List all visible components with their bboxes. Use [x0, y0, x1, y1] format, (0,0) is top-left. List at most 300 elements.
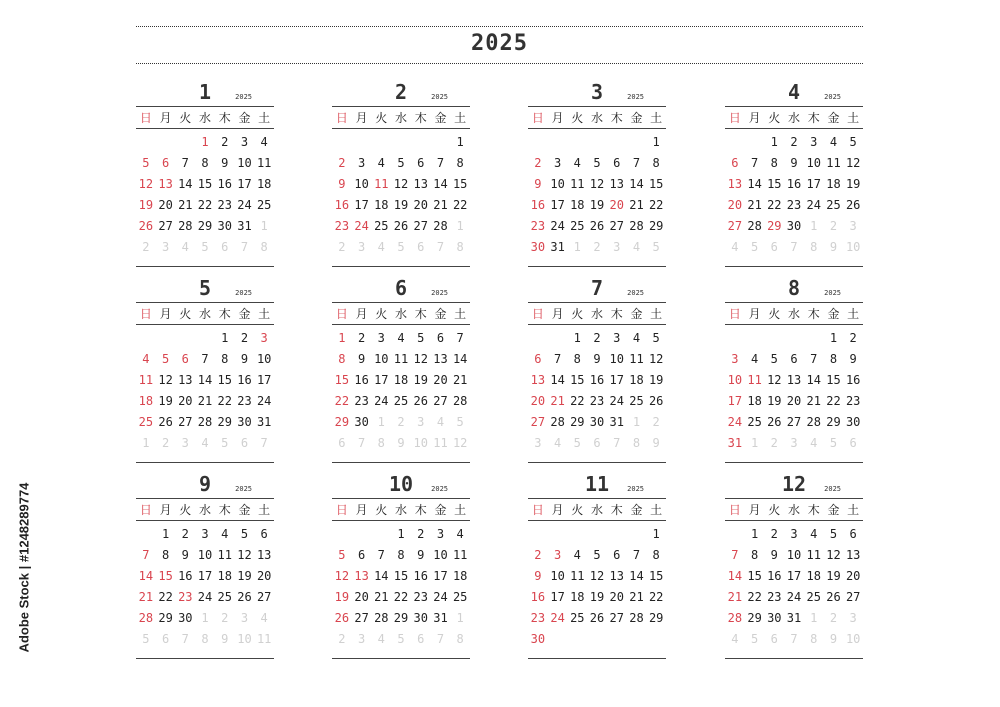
week-row [136, 391, 274, 412]
day-cell: 16 [589, 373, 605, 387]
day-cell: 7 [790, 632, 798, 646]
day-cell [156, 132, 176, 153]
day-cell: 5 [829, 436, 838, 450]
day-cell: 17 [237, 177, 252, 191]
day-cell: 17 [550, 198, 565, 212]
week-row [136, 132, 274, 153]
week-row [725, 608, 863, 629]
day-cell: 26 [334, 611, 350, 625]
week-row [725, 545, 863, 566]
weekday-label: 日 [531, 503, 544, 517]
day-cell: 9 [770, 548, 778, 562]
week-row [136, 349, 274, 370]
day-cell: 24 [609, 394, 624, 408]
day-cell: 3 [553, 156, 562, 170]
week-row [725, 216, 863, 237]
day-cell: 28 [727, 611, 743, 625]
day-cell: 9 [829, 632, 838, 646]
day-cell: 3 [377, 331, 385, 345]
weekday-label: 土 [258, 503, 271, 517]
day-cell: 2 [829, 611, 838, 625]
day-cell: 15 [747, 569, 762, 583]
day-cell: 5 [750, 632, 759, 646]
month-footer-rule [332, 462, 470, 463]
weekday-label: 火 [571, 111, 584, 125]
day-cell: 16 [767, 569, 782, 583]
day-grid [332, 328, 470, 454]
day-cell: 24 [354, 219, 369, 233]
week-row [136, 216, 274, 237]
day-cell: 1 [456, 611, 464, 625]
week-row [528, 153, 666, 174]
day-cell: 17 [550, 590, 565, 604]
weekday-label: 水 [591, 503, 604, 517]
day-cell: 11 [256, 156, 272, 170]
month-number: 9 [198, 472, 212, 496]
weekday-label: 水 [788, 111, 801, 125]
weekday-label: 水 [788, 307, 801, 321]
day-cell: 3 [613, 331, 621, 345]
month-footer-rule [136, 266, 274, 267]
day-cell: 26 [237, 590, 252, 604]
day-cell: 29 [334, 415, 350, 429]
day-cell: 6 [417, 156, 425, 170]
day-cell: 26 [589, 219, 605, 233]
day-cell: 5 [750, 240, 759, 254]
day-cell: 10 [433, 548, 448, 562]
month-year-label: 2025 [824, 289, 841, 297]
day-cell: 18 [806, 569, 821, 583]
weekday-label: 土 [258, 307, 271, 321]
day-cell: 3 [810, 135, 818, 149]
week-row [332, 237, 470, 258]
day-cell: 15 [648, 569, 664, 583]
day-cell: 1 [573, 331, 581, 345]
day-cell: 30 [589, 415, 605, 429]
weekday-label: 月 [551, 503, 564, 517]
day-cell: 20 [727, 198, 743, 212]
weekday-label: 金 [238, 111, 251, 125]
month-year-label: 2025 [627, 485, 644, 493]
day-cell: 7 [731, 548, 739, 562]
day-cell: 30 [217, 219, 232, 233]
weekday-label: 水 [591, 307, 604, 321]
day-cell: 15 [158, 569, 173, 583]
week-row [725, 328, 863, 349]
day-cell: 27 [433, 394, 448, 408]
month-header [528, 472, 666, 499]
weekday-label: 木 [414, 503, 427, 517]
day-cell: 13 [158, 177, 173, 191]
day-cell: 28 [452, 394, 468, 408]
day-cell: 22 [197, 198, 213, 212]
day-cell: 10 [197, 548, 213, 562]
week-row [332, 132, 470, 153]
day-cell: 5 [338, 548, 346, 562]
day-cell: 14 [629, 177, 644, 191]
month-footer-rule [528, 462, 666, 463]
day-cell: 13 [354, 569, 369, 583]
day-cell: 7 [357, 436, 366, 450]
day-cell: 6 [436, 331, 445, 345]
week-row [136, 412, 274, 433]
week-row [725, 566, 863, 587]
day-cell: 7 [613, 436, 621, 450]
day-cell: 27 [845, 590, 861, 604]
day-cell: 3 [849, 219, 857, 233]
day-cell: 18 [452, 569, 468, 583]
day-cell: 23 [354, 394, 369, 408]
day-cell: 4 [181, 240, 189, 254]
day-cell: 18 [629, 373, 644, 387]
day-cell: 23 [178, 590, 193, 604]
day-cell: 4 [456, 527, 464, 541]
day-cell: 11 [570, 177, 585, 191]
day-cell: 10 [550, 177, 565, 191]
day-cell: 29 [747, 611, 762, 625]
day-grid [136, 132, 274, 258]
week-row [725, 174, 863, 195]
day-cell [548, 328, 568, 349]
day-cell: 3 [240, 611, 249, 625]
day-cell: 31 [609, 415, 624, 429]
day-cell: 30 [530, 240, 546, 254]
day-cell [548, 524, 568, 545]
day-cell: 6 [260, 527, 268, 541]
day-cell: 23 [786, 198, 802, 212]
day-cell: 8 [397, 548, 405, 562]
month-header [136, 276, 274, 303]
day-cell: 19 [767, 394, 782, 408]
day-cell: 6 [240, 436, 249, 450]
day-grid [725, 524, 863, 650]
day-cell: 11 [452, 548, 468, 562]
day-cell: 1 [829, 331, 838, 345]
week-row [725, 412, 863, 433]
day-cell: 30 [767, 611, 782, 625]
day-cell: 20 [158, 198, 173, 212]
month-number: 2 [394, 80, 408, 104]
day-cell: 5 [142, 632, 150, 646]
day-cell: 19 [393, 198, 409, 212]
day-cell [352, 132, 372, 153]
day-cell: 11 [433, 436, 448, 450]
day-cell [567, 132, 587, 153]
day-cell: 5 [240, 527, 249, 541]
day-cell: 7 [142, 548, 150, 562]
day-cell [607, 524, 627, 545]
weekday-label: 火 [375, 307, 388, 321]
day-cell [745, 132, 765, 153]
weekday-label: 土 [258, 111, 271, 125]
month-year-label: 2025 [627, 93, 644, 101]
day-cell [567, 629, 587, 650]
day-cell: 18 [747, 394, 762, 408]
weekday-label: 土 [650, 111, 663, 125]
day-grid [725, 328, 863, 454]
week-row [725, 349, 863, 370]
day-cell: 10 [374, 352, 389, 366]
week-row [332, 608, 470, 629]
day-cell: 2 [770, 527, 778, 541]
day-cell [725, 524, 745, 545]
day-cell: 28 [197, 415, 213, 429]
week-row [332, 174, 470, 195]
day-cell [607, 132, 627, 153]
day-cell: 29 [217, 415, 232, 429]
weekday-label: 水 [199, 503, 212, 517]
day-cell: 4 [810, 436, 818, 450]
week-row [136, 629, 274, 650]
day-cell: 23 [589, 394, 605, 408]
day-cell: 3 [357, 632, 366, 646]
day-cell: 12 [334, 569, 350, 583]
week-row [725, 370, 863, 391]
weekday-label: 火 [375, 503, 388, 517]
week-row [725, 153, 863, 174]
day-cell: 23 [334, 219, 350, 233]
month-year-label: 2025 [235, 485, 252, 493]
weekday-header [528, 304, 666, 325]
day-cell: 23 [530, 611, 546, 625]
day-cell: 20 [178, 394, 193, 408]
day-cell: 7 [456, 331, 464, 345]
day-cell: 28 [747, 219, 762, 233]
week-row [332, 412, 470, 433]
day-cell: 2 [221, 611, 229, 625]
day-cell: 26 [648, 394, 664, 408]
day-cell: 17 [727, 394, 743, 408]
day-cell: 12 [138, 177, 154, 191]
day-cell: 24 [806, 198, 821, 212]
week-row [528, 412, 666, 433]
day-cell: 23 [237, 394, 252, 408]
day-cell: 27 [413, 219, 428, 233]
day-cell: 1 [573, 240, 581, 254]
weekday-label: 土 [454, 111, 467, 125]
day-cell: 8 [810, 632, 818, 646]
day-cell: 4 [221, 527, 229, 541]
weekday-label: 金 [434, 503, 447, 517]
day-cell: 9 [357, 352, 366, 366]
day-cell: 14 [806, 373, 821, 387]
day-cell: 4 [142, 352, 150, 366]
day-cell: 7 [436, 156, 445, 170]
day-cell [725, 132, 745, 153]
day-cell: 6 [849, 436, 857, 450]
weekday-label: 金 [827, 503, 840, 517]
day-grid [528, 132, 666, 258]
week-row [725, 237, 863, 258]
weekday-label: 金 [827, 307, 840, 321]
day-cell: 20 [609, 198, 624, 212]
month-footer-rule [332, 266, 470, 267]
day-cell: 14 [452, 352, 468, 366]
day-cell: 27 [256, 590, 272, 604]
day-cell: 9 [397, 436, 405, 450]
day-cell: 22 [158, 590, 173, 604]
weekday-label: 木 [807, 503, 820, 517]
day-cell: 13 [609, 177, 624, 191]
day-cell: 18 [393, 373, 409, 387]
month-header [528, 80, 666, 107]
week-row [136, 524, 274, 545]
day-cell: 31 [786, 611, 802, 625]
day-cell: 20 [354, 590, 369, 604]
week-row [136, 195, 274, 216]
day-cell: 4 [731, 632, 739, 646]
weekday-label: 金 [238, 503, 251, 517]
day-cell: 8 [338, 352, 346, 366]
day-cell: 7 [201, 352, 209, 366]
day-cell: 6 [221, 240, 229, 254]
month-11 [528, 472, 666, 662]
day-cell: 3 [790, 527, 798, 541]
day-cell: 5 [573, 436, 581, 450]
day-cell: 5 [161, 352, 170, 366]
day-cell: 25 [452, 590, 468, 604]
day-cell: 20 [433, 373, 448, 387]
day-cell [587, 132, 607, 153]
day-cell: 8 [161, 548, 170, 562]
weekday-label: 月 [748, 111, 761, 125]
weekday-header [136, 304, 274, 325]
day-cell: 8 [632, 436, 641, 450]
day-cell: 11 [217, 548, 232, 562]
day-cell: 1 [201, 611, 209, 625]
day-cell: 12 [767, 373, 782, 387]
day-cell: 13 [530, 373, 546, 387]
day-grid [725, 132, 863, 258]
weekday-label: 土 [847, 503, 860, 517]
month-number: 3 [590, 80, 604, 104]
day-cell: 1 [652, 135, 660, 149]
day-cell: 9 [338, 177, 346, 191]
day-cell: 24 [550, 219, 565, 233]
day-cell: 26 [767, 415, 782, 429]
week-row [528, 391, 666, 412]
day-cell: 3 [731, 352, 739, 366]
day-cell: 12 [589, 177, 605, 191]
day-cell: 10 [806, 156, 821, 170]
weekday-label: 木 [807, 111, 820, 125]
weekday-label: 土 [650, 503, 663, 517]
day-cell: 25 [217, 590, 232, 604]
day-cell: 3 [436, 527, 445, 541]
month-header [332, 472, 470, 499]
day-cell [332, 132, 352, 153]
day-cell: 18 [570, 590, 585, 604]
day-cell: 6 [417, 632, 425, 646]
day-cell: 25 [806, 590, 821, 604]
month-number: 6 [394, 276, 408, 300]
day-cell: 26 [413, 394, 428, 408]
day-cell: 28 [178, 219, 193, 233]
week-row [528, 132, 666, 153]
day-cell: 29 [767, 219, 782, 233]
day-cell: 9 [240, 352, 249, 366]
day-cell [627, 132, 647, 153]
day-cell: 25 [570, 611, 585, 625]
day-cell [548, 629, 568, 650]
day-cell [528, 132, 548, 153]
day-cell [136, 132, 156, 153]
weekday-label: 木 [610, 111, 623, 125]
day-cell: 26 [845, 198, 861, 212]
day-cell [804, 328, 824, 349]
day-cell: 23 [413, 590, 428, 604]
day-cell: 16 [334, 198, 350, 212]
weekday-label: 火 [571, 307, 584, 321]
day-cell: 1 [652, 527, 660, 541]
day-cell: 4 [553, 436, 562, 450]
day-cell: 14 [374, 569, 389, 583]
day-cell: 27 [609, 219, 624, 233]
week-row [725, 524, 863, 545]
day-cell: 30 [237, 415, 252, 429]
day-cell: 4 [750, 352, 759, 366]
day-cell: 5 [201, 240, 209, 254]
day-cell: 26 [393, 219, 409, 233]
weekday-label: 金 [434, 111, 447, 125]
day-cell: 9 [221, 632, 229, 646]
day-cell: 18 [374, 198, 389, 212]
day-cell: 3 [181, 436, 189, 450]
day-cell: 6 [613, 548, 621, 562]
week-row [136, 566, 274, 587]
day-cell: 1 [456, 135, 464, 149]
day-cell: 12 [393, 177, 409, 191]
day-cell: 22 [334, 394, 350, 408]
weekday-label: 土 [847, 307, 860, 321]
day-cell: 7 [260, 436, 268, 450]
day-cell: 30 [354, 415, 369, 429]
weekday-label: 日 [139, 111, 152, 125]
month-12 [725, 472, 863, 662]
day-cell [352, 524, 372, 545]
month-4 [725, 80, 863, 270]
day-cell [567, 524, 587, 545]
day-grid [332, 524, 470, 650]
week-row [136, 370, 274, 391]
stock-id-watermark [4, 460, 44, 690]
day-cell: 17 [786, 569, 802, 583]
day-grid [136, 524, 274, 650]
weekday-header [136, 500, 274, 521]
day-cell: 21 [433, 198, 448, 212]
day-cell [745, 328, 765, 349]
weekday-label: 水 [395, 503, 408, 517]
day-cell: 16 [530, 198, 546, 212]
day-cell: 24 [256, 394, 272, 408]
weekday-label: 日 [531, 307, 544, 321]
day-cell: 1 [750, 436, 759, 450]
day-cell: 4 [436, 415, 445, 429]
month-2 [332, 80, 470, 270]
month-number: 1 [198, 80, 212, 104]
day-cell: 17 [433, 569, 448, 583]
weekday-label: 火 [768, 111, 781, 125]
weekday-label: 木 [218, 111, 231, 125]
day-cell: 14 [197, 373, 213, 387]
weekday-label: 日 [728, 307, 741, 321]
day-cell: 15 [826, 373, 841, 387]
month-number: 8 [787, 276, 801, 300]
weekday-label: 日 [139, 503, 152, 517]
day-cell: 8 [456, 156, 464, 170]
year-banner [136, 26, 863, 64]
month-footer-rule [725, 462, 863, 463]
